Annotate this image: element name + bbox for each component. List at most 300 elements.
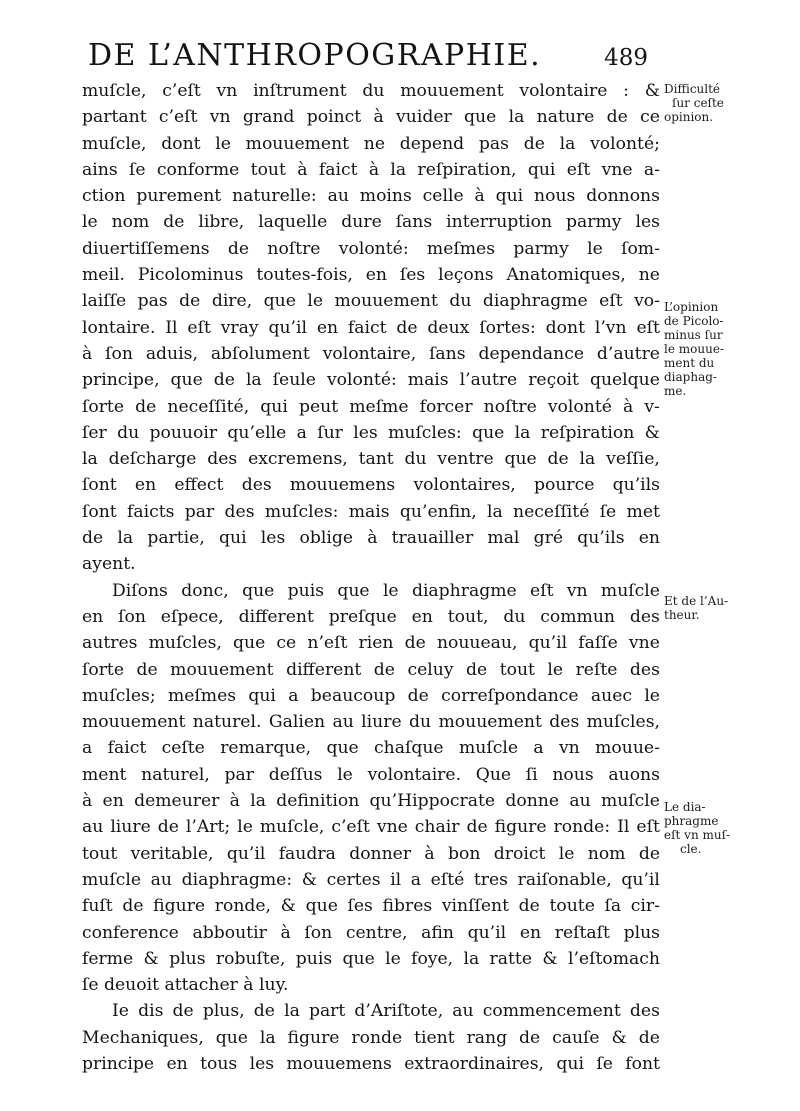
word: interruption: [446, 212, 553, 233]
word: des: [207, 449, 238, 470]
word: en: [365, 265, 387, 286]
word: chaſque: [374, 738, 444, 759]
word: des: [629, 606, 660, 627]
word: en: [519, 922, 542, 943]
text-line: [82, 315, 660, 341]
word: vuider: [396, 107, 452, 128]
word: ferme: [82, 948, 134, 969]
word: au: [82, 817, 104, 838]
word: preſque: [328, 606, 397, 627]
word: de: [82, 528, 104, 549]
word: autres: [82, 633, 138, 654]
text-line: [82, 814, 660, 840]
word: robuſte,: [215, 948, 286, 969]
word: le: [237, 817, 253, 838]
text-line: [82, 262, 660, 288]
word: tant: [358, 449, 394, 470]
margin-note-line: diaphag-: [664, 370, 717, 384]
word: Anatomiques,: [506, 265, 626, 286]
word: faict: [318, 159, 358, 180]
word: mouuement: [170, 659, 274, 680]
body-text: [82, 78, 660, 1077]
word: au: [327, 186, 349, 207]
word: vne: [601, 159, 633, 180]
word: raiſonable,: [517, 869, 612, 890]
word: met: [626, 501, 660, 522]
word: ment: [82, 764, 127, 785]
word: partant: [82, 107, 147, 128]
word: tous: [200, 1053, 238, 1074]
word: que: [342, 948, 375, 969]
word: vn: [209, 107, 231, 128]
word: muſcle: [458, 738, 518, 759]
word: muſcles:: [388, 422, 462, 443]
word: volonté:: [326, 370, 397, 391]
word: mouuement: [334, 291, 438, 312]
text-line: [82, 367, 660, 393]
word: nature: [536, 107, 595, 128]
word: l’vn: [594, 317, 627, 338]
margin-note-auteur: [664, 594, 728, 622]
word: ſe: [128, 159, 146, 180]
word: que: [263, 291, 296, 312]
word: qu’il: [467, 922, 507, 943]
word: a: [410, 869, 422, 890]
word: eſt: [530, 580, 554, 601]
word: les: [249, 1053, 275, 1074]
word: volonté:: [338, 238, 409, 259]
word: muſcle,: [82, 81, 147, 101]
word: du: [503, 606, 526, 627]
word: gré: [533, 528, 564, 549]
word: nous: [534, 186, 576, 207]
text-line: [82, 841, 660, 867]
word: vn: [216, 81, 238, 101]
text-line: [82, 946, 660, 972]
word: meſme: [349, 396, 409, 417]
word: des: [629, 1001, 660, 1022]
text-line: ſe deuoit attacher à luy.: [82, 975, 289, 996]
word: meſmes: [426, 238, 496, 259]
word: qu’ils: [612, 475, 660, 496]
word: nous: [552, 764, 594, 785]
word: ſi: [525, 764, 538, 785]
word: de: [466, 817, 488, 838]
word: du: [449, 291, 472, 312]
word: des: [549, 712, 580, 733]
word: ſont: [82, 475, 117, 496]
word: centre,: [345, 922, 408, 943]
word: la: [259, 1027, 276, 1048]
word: faict: [107, 738, 147, 759]
word: a: [533, 738, 544, 759]
word: l’autre: [459, 370, 518, 391]
word: foye,: [411, 948, 454, 969]
word: qui: [495, 186, 524, 207]
word: pouuoir: [149, 422, 218, 443]
word: noſtre: [267, 238, 321, 259]
word: qu’il: [268, 317, 307, 338]
word: à: [82, 791, 93, 812]
word: Mechaniques,: [82, 1027, 204, 1048]
word: bon: [448, 843, 481, 864]
word: la: [463, 948, 480, 969]
word: diaphragme:: [181, 869, 293, 890]
word: Il: [165, 317, 178, 338]
word: ſans: [429, 343, 466, 364]
word: muſcles,: [148, 633, 222, 654]
word: ceſte: [161, 738, 205, 759]
text-line: [82, 762, 660, 788]
word: conference: [82, 922, 179, 943]
word: reſpiration: [540, 422, 635, 443]
word: commencement: [482, 1001, 621, 1022]
word: ſeule: [272, 370, 316, 391]
word: des: [224, 501, 255, 522]
word: forcer: [419, 396, 473, 417]
word: dis: [138, 1001, 164, 1022]
word: diaphragme: [482, 291, 588, 312]
word: en: [316, 317, 339, 338]
word: le: [382, 580, 399, 601]
word: le: [547, 659, 564, 680]
word: trauailler: [391, 528, 474, 549]
word: des: [629, 659, 660, 680]
word: n’eſt: [307, 633, 348, 654]
word: volonté;: [590, 133, 660, 154]
word: ains: [82, 159, 118, 180]
word: mouue-: [595, 738, 660, 759]
word: donc,: [181, 580, 229, 601]
word: mouuemens: [286, 1053, 392, 1074]
word: cir-: [630, 896, 660, 917]
word: Que: [475, 764, 512, 785]
word: deux: [427, 317, 470, 338]
word: different: [286, 659, 362, 680]
word: du: [362, 81, 385, 101]
word: que: [504, 449, 537, 470]
word: commun: [540, 606, 615, 627]
word: mais: [407, 370, 449, 391]
word: rang: [466, 1027, 508, 1048]
word: meſmes: [167, 685, 237, 706]
word: deſſus: [268, 764, 323, 785]
word: ratte: [489, 948, 532, 969]
word: de: [373, 659, 395, 680]
margin-note-line: opinion.: [664, 110, 714, 124]
word: de: [638, 1027, 660, 1048]
margin-note-line: L’opinion: [664, 300, 719, 314]
word: la: [579, 449, 596, 470]
word: qu’il: [528, 633, 568, 654]
word: de: [157, 817, 179, 838]
word: toute: [549, 896, 595, 917]
word: qu’enfin,: [399, 501, 477, 522]
word: parmy: [566, 212, 622, 233]
margin-note-line: minus ſur: [664, 328, 723, 342]
word: qui: [260, 396, 288, 417]
word: naturelle:: [232, 186, 317, 207]
text-line: [82, 604, 660, 630]
word: ſon: [304, 922, 333, 943]
margin-note-line: eſt vn muſ-: [664, 828, 731, 842]
word: c’eſt: [158, 107, 198, 128]
word: de: [135, 396, 157, 417]
word: :: [623, 81, 629, 101]
text-line: [82, 183, 660, 209]
word: en: [102, 791, 124, 812]
word: muſcles:: [264, 501, 339, 522]
word: eſt: [636, 817, 660, 838]
word: &: [644, 81, 660, 101]
word: mouuement: [82, 712, 186, 733]
word: dire,: [211, 291, 253, 312]
word: nom: [587, 843, 626, 864]
word: dependance: [478, 343, 584, 364]
word: d’Ariſtote,: [354, 1001, 444, 1022]
word: figure: [153, 896, 206, 917]
word: de: [519, 1027, 541, 1048]
text-line: [82, 893, 660, 919]
word: ſes: [347, 896, 373, 917]
word: la: [284, 1001, 300, 1022]
word: qui: [556, 1053, 584, 1074]
word: demeurer: [134, 791, 220, 812]
word: en: [134, 475, 157, 496]
word: la: [487, 501, 503, 522]
word: tout: [499, 659, 535, 680]
text-line: [82, 209, 660, 235]
word: ſont: [82, 501, 117, 522]
margin-note-line: Le dia-: [664, 800, 706, 814]
word: le: [587, 238, 603, 259]
word: veritable,: [130, 843, 214, 864]
word: de: [466, 659, 488, 680]
margin-note-line: de Picolo-: [664, 314, 724, 328]
word: que: [337, 580, 370, 601]
word: à: [623, 396, 634, 417]
word: pource: [533, 475, 595, 496]
word: conforme: [156, 159, 240, 180]
word: mouuement: [438, 712, 542, 733]
word: toutes-fois,: [256, 265, 353, 286]
word: mouuement: [245, 133, 350, 154]
word: diaphragme: [411, 580, 517, 601]
word: qu’elle: [227, 422, 287, 443]
word: ronde,: [214, 896, 272, 917]
word: vne: [376, 817, 408, 838]
word: mouuement: [400, 81, 504, 101]
word: la: [514, 422, 531, 443]
text-line: [82, 420, 660, 446]
word: moins: [359, 186, 412, 207]
word: à: [424, 843, 435, 864]
word: abboutir: [192, 922, 267, 943]
word: de: [638, 843, 660, 864]
word: excremens,: [248, 449, 348, 470]
word: &: [542, 948, 558, 969]
word: principe,: [82, 370, 160, 391]
word: de: [407, 685, 429, 706]
word: eſpece,: [160, 606, 224, 627]
word: des: [241, 475, 272, 496]
word: libre,: [198, 212, 245, 233]
text-line: [82, 1025, 660, 1051]
word: lontaire.: [82, 317, 156, 338]
word: à: [368, 159, 380, 180]
word: au: [452, 1001, 474, 1022]
word: muſcle: [600, 791, 660, 812]
word: la: [117, 528, 134, 549]
word: &: [143, 948, 159, 969]
word: c’eſt: [162, 81, 201, 101]
word: neceſſité: [513, 501, 590, 522]
word: a: [82, 738, 93, 759]
margin-note-line: Et de l’Au-: [664, 594, 729, 608]
word: à: [229, 791, 240, 812]
word: reçoit: [528, 370, 579, 391]
margin-note-line: theur.: [664, 608, 700, 622]
word: remarque,: [220, 738, 312, 759]
word: effect: [174, 475, 224, 496]
word: de: [179, 291, 201, 312]
word: reſtaſt: [554, 922, 610, 943]
word: muſcles,: [586, 712, 660, 733]
word: ſer: [82, 422, 107, 443]
word: les: [635, 212, 660, 233]
word: plus,: [202, 1001, 245, 1022]
word: nouueau,: [436, 633, 518, 654]
word: à: [474, 186, 485, 207]
word: tout: [82, 843, 118, 864]
text-line: [82, 341, 660, 367]
word: eſt: [636, 317, 660, 338]
word: en: [166, 1053, 188, 1074]
word: l’eſtomach: [567, 948, 660, 969]
word: eſté: [430, 869, 465, 890]
word: qui: [527, 159, 556, 180]
word: laquelle: [258, 212, 328, 233]
word: Diſons: [112, 580, 168, 601]
text-line: [82, 709, 660, 735]
word: du: [409, 712, 432, 733]
word: dont: [545, 317, 585, 338]
text-line: [82, 236, 660, 262]
word: muſcle: [82, 869, 142, 890]
word: vo-: [634, 291, 660, 312]
word: de: [213, 370, 235, 391]
word: leçons: [438, 265, 494, 286]
word: à: [297, 159, 308, 180]
word: les: [353, 422, 378, 443]
word: a: [288, 685, 299, 706]
word: naturel,: [141, 764, 210, 785]
text-line: [82, 525, 660, 551]
word: oblige: [299, 528, 353, 549]
margin-note-diaphragme: [664, 800, 730, 856]
word: la: [82, 449, 98, 470]
word: qu’ils: [577, 528, 625, 549]
word: que: [472, 422, 505, 443]
word: tout: [250, 159, 286, 180]
word: les: [260, 528, 286, 549]
running-title: DE L’ANTHROPOGRAPHIE.: [88, 38, 542, 73]
word: tres: [473, 869, 509, 890]
text-line: [82, 499, 660, 525]
word: ronde:: [553, 817, 611, 838]
word: peut: [298, 396, 339, 417]
text-line: [82, 1051, 660, 1077]
margin-note-line: le mouue-: [664, 342, 724, 356]
word: rien: [358, 633, 394, 654]
text-line: [82, 157, 660, 183]
word: partie,: [147, 528, 205, 549]
word: le: [215, 133, 231, 154]
text-line: ayent.: [82, 554, 136, 575]
word: ne: [363, 133, 386, 154]
word: eſt: [599, 291, 623, 312]
word: que: [242, 580, 275, 601]
word: de: [253, 1001, 275, 1022]
word: la: [559, 133, 576, 154]
word: ſortes:: [479, 317, 536, 338]
text-line: [82, 920, 660, 946]
word: en: [411, 606, 433, 627]
word: le: [82, 212, 98, 233]
word: le: [337, 764, 353, 785]
word: mais: [348, 501, 390, 522]
word: liure: [361, 712, 402, 733]
word: le: [307, 291, 324, 312]
word: liure: [110, 817, 151, 838]
word: volontaire.: [367, 764, 462, 785]
word: en: [638, 528, 660, 549]
word: ſorte: [82, 396, 125, 417]
word: que: [464, 107, 497, 128]
word: fuſt: [82, 896, 113, 917]
word: figure: [287, 1027, 340, 1048]
word: en: [82, 606, 104, 627]
word: puis: [295, 948, 333, 969]
page-number: 489: [604, 45, 648, 71]
word: volontaires,: [413, 475, 516, 496]
word: de: [122, 896, 144, 917]
word: auec: [590, 685, 633, 706]
word: par: [184, 501, 215, 522]
word: certes: [326, 869, 381, 890]
word: au: [569, 791, 591, 812]
word: qui: [248, 685, 276, 706]
word: veſſie,: [606, 449, 660, 470]
word: ſom-: [621, 238, 660, 259]
word: à: [367, 528, 378, 549]
word: mouuemens: [289, 475, 396, 496]
word: le: [644, 685, 660, 706]
word: fibres: [382, 896, 433, 917]
word: plus: [623, 922, 660, 943]
word: de: [396, 317, 418, 338]
word: donner: [349, 843, 412, 864]
text-line: [82, 657, 660, 683]
word: de: [547, 449, 569, 470]
word: inſtrument: [253, 81, 347, 101]
word: different: [238, 606, 314, 627]
word: il: [390, 869, 402, 890]
word: l’Art;: [185, 817, 231, 838]
word: &: [301, 869, 318, 890]
word: vn: [558, 738, 580, 759]
word: noſtre: [483, 396, 537, 417]
